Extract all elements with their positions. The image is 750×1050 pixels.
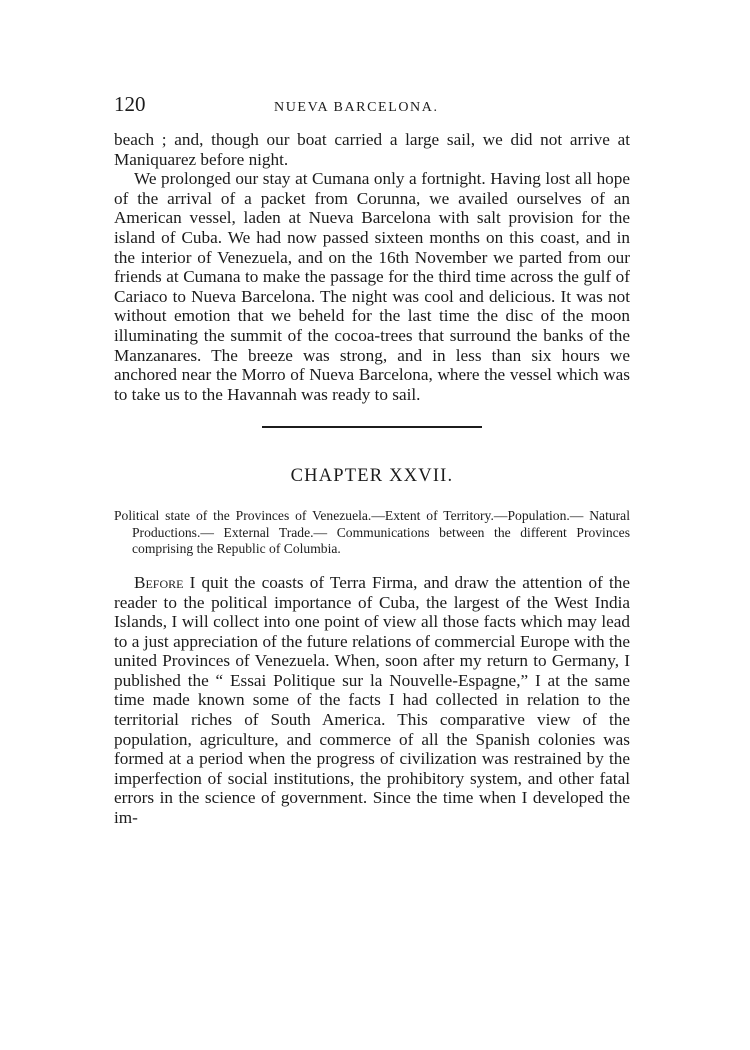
opening-text: I quit the coasts of Terra Firma, and draw the attention of the reader to the political importance of Cuba, the largest of the West India Islands, I will collect into one point of view all those facts which may lead to a just appreciation of the future relations of commercial Europe with the united Provinces of Venezuela. When, soon after my return to Germany, I published the “ Essai Politique sur la Nouvelle-Espagne,” I at the same time made known some of the facts I had collected in relation to the territorial riches of South America. This comparative view of the population, agriculture, and commerce of all the Spanish colonies was formed at a period when the progress of civilization was restrained by the imperfection of social institutions, the prohibitory system, and other fatal errors in the science of government. Since the time when I developed the im- — [114, 572, 630, 828]
page-number: 120 — [114, 92, 146, 116]
section-divider — [262, 426, 482, 428]
paragraph-continuation: beach ; and, though our boat carried a large sail, we did not arrive at Maniquarez before night. — [114, 130, 630, 169]
chapter-heading: CHAPTER XXVII. — [290, 466, 454, 487]
opening-word: Before — [134, 572, 184, 592]
paragraph-cumana-departure: We prolonged our stay at Cumana only a fortnight. Having lost all hope of the arrival of a packet from Corunna, we availed ourselves of an American vessel, laden at Nueva Barcelona with salt provision for the island of Cuba. We had now passed sixteen months on this coast, and in the interior of Venezuela, and on the 16th November we parted from our friends at Cumana to make the passage for the third time across the gulf of Cariaco to Nueva Barcelona. The night was cool and delicious. It was not without emotion that we beheld for the last time the disc of the moon illuminating the summit of the cocoa-trees that surround the banks of the Manzanares. The breeze was strong, and in less than six hours we anchored near the Morro of Nueva Barcelona, where the vessel which was to take us to the Havannah was ready to sail. — [114, 169, 630, 404]
chapter-opening-paragraph — [114, 573, 630, 828]
page-header — [114, 92, 630, 124]
book-page — [114, 92, 630, 828]
chapter-summary: Political state of the Provinces of Venezuela.—Extent of Territory.—Population.— Natural Productions.— External Trade.— Communications between the different Provinces comprising the Republic of Columbia. — [114, 508, 630, 556]
running-title: NUEVA BARCELONA. — [274, 100, 439, 115]
